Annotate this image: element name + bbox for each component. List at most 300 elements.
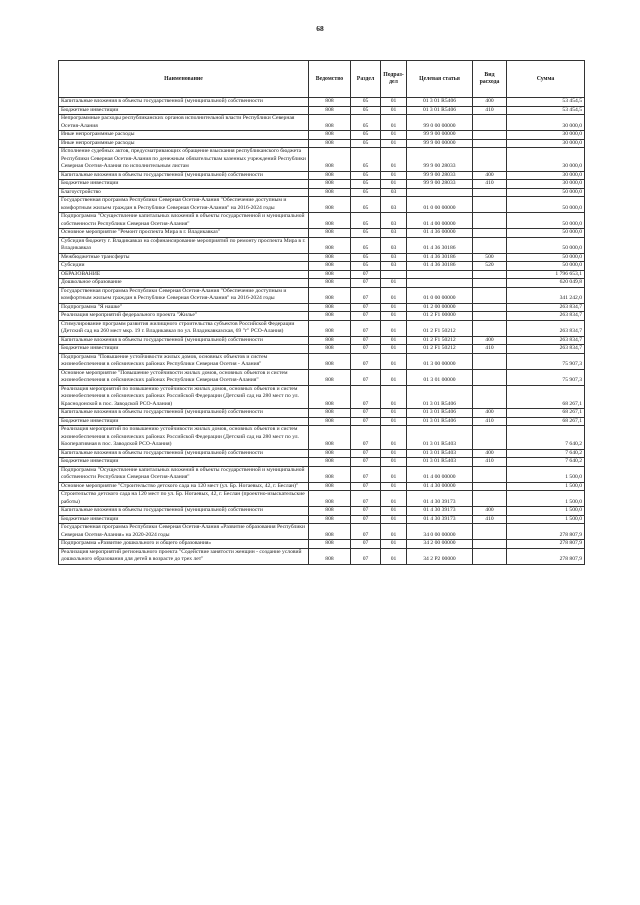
cell-section: 07 <box>351 409 381 418</box>
table-row <box>59 524 585 540</box>
table-row <box>59 417 585 426</box>
cell-target-article: 01 3 01 R5406 <box>407 385 473 409</box>
cell-target-article: 01 3 01 R5406 <box>407 106 473 115</box>
cell-department: 808 <box>309 303 351 312</box>
table-row <box>59 369 585 385</box>
cell-expense-type <box>473 540 507 549</box>
cell-target-article: 01 3 01 R5406 <box>407 417 473 426</box>
table-row <box>59 106 585 115</box>
cell-subsection: 01 <box>381 320 407 336</box>
page-number: 68 <box>316 24 324 33</box>
cell-target-article: 01 0 00 00000 <box>407 287 473 303</box>
cell-expense-type <box>473 524 507 540</box>
cell-name: Непрограммные расходы республиканских органов исполнительной власти Республики Северная Осетия-Алания <box>59 115 309 131</box>
cell-name: Капитальные вложения в объекты государственной (муниципальной) собственности <box>59 507 309 516</box>
cell-section: 07 <box>351 336 381 345</box>
cell-target-article: 01 4 30 00000 <box>407 482 473 491</box>
cell-expense-type: 410 <box>473 417 507 426</box>
cell-section: 07 <box>351 449 381 458</box>
column-header-target-article: Целевая статья <box>407 61 473 98</box>
cell-expense-type <box>473 303 507 312</box>
cell-target-article: 01 3 01 R5403 <box>407 458 473 467</box>
cell-department: 808 <box>309 98 351 107</box>
cell-amount: 1 500,0 <box>507 482 585 491</box>
cell-expense-type: 400 <box>473 336 507 345</box>
cell-target-article: 99 9 00 28033 <box>407 180 473 189</box>
cell-target-article: 01 4 30 39173 <box>407 515 473 524</box>
cell-name: Государственная программа Республики Северная Осетия-Алания "Обеспечение доступным и комфортным жильем граждан в Республике Северная Осетия-Алания" на 2016-2024 годы <box>59 197 309 213</box>
cell-subsection: 01 <box>381 312 407 321</box>
cell-subsection: 01 <box>381 417 407 426</box>
cell-expense-type <box>473 139 507 148</box>
cell-section: 05 <box>351 115 381 131</box>
cell-department: 808 <box>309 524 351 540</box>
cell-section: 05 <box>351 188 381 197</box>
cell-target-article: 01 3 01 00000 <box>407 369 473 385</box>
table-row <box>59 270 585 279</box>
cell-target-article: 34 0 00 00000 <box>407 524 473 540</box>
cell-amount: 263 834,7 <box>507 303 585 312</box>
cell-target-article: 01 2 F1 50212 <box>407 345 473 354</box>
cell-expense-type <box>473 148 507 172</box>
table-row <box>59 540 585 549</box>
budget-table <box>58 60 585 565</box>
cell-subsection: 01 <box>381 115 407 131</box>
cell-expense-type: 400 <box>473 409 507 418</box>
cell-name: Исполнение судебных актов, предусматривающих обращение взыскания республиканского бюджета Республики Северная Осетия-Алания по денежным обязательствам казенных учреждений Республики Северная Осетия-Алания по исполнительным листам <box>59 148 309 172</box>
cell-section: 07 <box>351 426 381 450</box>
cell-amount: 30 000,0 <box>507 148 585 172</box>
cell-expense-type <box>473 320 507 336</box>
cell-target-article: 01 4 00 00000 <box>407 466 473 482</box>
cell-target-article: 01 4 00 00000 <box>407 213 473 229</box>
cell-amount: 50 000,0 <box>507 229 585 238</box>
cell-department: 808 <box>309 353 351 369</box>
cell-name: ОБРАЗОВАНИЕ <box>59 270 309 279</box>
cell-amount: 68 267,1 <box>507 409 585 418</box>
cell-section: 05 <box>351 197 381 213</box>
table-row <box>59 229 585 238</box>
cell-department: 808 <box>309 115 351 131</box>
cell-name: Межбюджетные трансферты <box>59 253 309 262</box>
table-row <box>59 237 585 253</box>
cell-name: Капитальные вложения в объекты государственной (муниципальной) собственности <box>59 409 309 418</box>
cell-amount: 30 000,0 <box>507 139 585 148</box>
cell-amount: 50 000,0 <box>507 262 585 271</box>
column-header-subsection: Подраз-дел <box>381 61 407 98</box>
cell-department: 808 <box>309 180 351 189</box>
cell-amount: 50 000,0 <box>507 253 585 262</box>
cell-subsection: 01 <box>381 279 407 288</box>
cell-name: Основное мероприятие "Строительство детского сада на 120 мест (ул. Бр. Ногаевых, 42, г. Беслан)" <box>59 482 309 491</box>
cell-section: 07 <box>351 524 381 540</box>
cell-section: 05 <box>351 180 381 189</box>
cell-expense-type <box>473 385 507 409</box>
cell-section: 05 <box>351 148 381 172</box>
cell-department: 808 <box>309 131 351 140</box>
cell-department: 808 <box>309 197 351 213</box>
table-row <box>59 148 585 172</box>
cell-section: 05 <box>351 253 381 262</box>
cell-section: 05 <box>351 171 381 180</box>
cell-name: Бюджетные инвестиции <box>59 345 309 354</box>
cell-target-article: 99 9 00 00000 <box>407 139 473 148</box>
cell-department: 808 <box>309 287 351 303</box>
cell-target-article: 99 9 00 28033 <box>407 148 473 172</box>
cell-department: 808 <box>309 515 351 524</box>
table-row <box>59 320 585 336</box>
table-row <box>59 466 585 482</box>
cell-section: 05 <box>351 106 381 115</box>
cell-expense-type: 400 <box>473 98 507 107</box>
cell-expense-type: 400 <box>473 449 507 458</box>
cell-name: Государственная программа Республики Северная Осетия-Алания «Развитие образования Республики Северная Осетия-Алания» на 2020-2024 годы <box>59 524 309 540</box>
cell-target-article <box>407 188 473 197</box>
table-row <box>59 253 585 262</box>
column-header-department: Ведомство <box>309 61 351 98</box>
cell-amount: 1 796 653,1 <box>507 270 585 279</box>
cell-department: 808 <box>309 312 351 321</box>
cell-subsection: 03 <box>381 229 407 238</box>
cell-amount: 278 807,9 <box>507 524 585 540</box>
cell-amount: 1 500,0 <box>507 507 585 516</box>
cell-name: Государственная программа Республики Северная Осетия-Алания "Обеспечение доступным и комфортным жильем граждан в Республике Северная Осетия-Алания" на 2016-2024 годы <box>59 287 309 303</box>
cell-expense-type <box>473 548 507 564</box>
cell-expense-type: 520 <box>473 262 507 271</box>
table-row <box>59 139 585 148</box>
cell-amount: 263 834,7 <box>507 320 585 336</box>
cell-amount: 278 807,9 <box>507 548 585 564</box>
cell-expense-type <box>473 426 507 450</box>
cell-amount: 7 640,2 <box>507 449 585 458</box>
cell-amount: 1 500,0 <box>507 466 585 482</box>
cell-expense-type <box>473 369 507 385</box>
cell-department: 808 <box>309 426 351 450</box>
cell-target-article <box>407 270 473 279</box>
table-header-row <box>59 61 585 98</box>
cell-expense-type: 410 <box>473 345 507 354</box>
table-row <box>59 279 585 288</box>
cell-amount: 75 907,3 <box>507 353 585 369</box>
cell-department: 808 <box>309 409 351 418</box>
column-header-section: Раздел <box>351 61 381 98</box>
cell-name: Капитальные вложения в объекты государственной (муниципальной) собственности <box>59 171 309 180</box>
cell-amount: 50 000,0 <box>507 197 585 213</box>
table-row <box>59 515 585 524</box>
cell-department: 808 <box>309 213 351 229</box>
cell-name: Субсидии <box>59 262 309 271</box>
cell-section: 07 <box>351 507 381 516</box>
cell-section: 07 <box>351 548 381 564</box>
cell-name: Бюджетные инвестиции <box>59 417 309 426</box>
cell-target-article: 01 3 00 00000 <box>407 353 473 369</box>
cell-amount: 7 640,2 <box>507 426 585 450</box>
table-row <box>59 458 585 467</box>
cell-section: 07 <box>351 303 381 312</box>
cell-department: 808 <box>309 458 351 467</box>
cell-name: Реализация мероприятий федерального проекта "Жилье" <box>59 312 309 321</box>
cell-amount: 1 500,0 <box>507 515 585 524</box>
cell-expense-type: 410 <box>473 180 507 189</box>
cell-department: 808 <box>309 320 351 336</box>
cell-name: Капитальные вложения в объекты государственной (муниципальной) собственности <box>59 98 309 107</box>
cell-subsection: 01 <box>381 507 407 516</box>
cell-target-article: 01 3 01 R5403 <box>407 449 473 458</box>
cell-amount: 1 500,0 <box>507 491 585 507</box>
cell-subsection: 03 <box>381 197 407 213</box>
cell-amount: 30 000,0 <box>507 131 585 140</box>
table-row <box>59 115 585 131</box>
cell-expense-type <box>473 237 507 253</box>
cell-expense-type: 410 <box>473 106 507 115</box>
cell-subsection: 01 <box>381 303 407 312</box>
cell-expense-type <box>473 188 507 197</box>
cell-subsection: 01 <box>381 171 407 180</box>
cell-expense-type <box>473 287 507 303</box>
cell-section: 07 <box>351 353 381 369</box>
cell-subsection: 01 <box>381 515 407 524</box>
table-row <box>59 336 585 345</box>
cell-expense-type <box>473 197 507 213</box>
cell-subsection: 01 <box>381 548 407 564</box>
table-row <box>59 188 585 197</box>
cell-department: 808 <box>309 540 351 549</box>
cell-subsection: 01 <box>381 345 407 354</box>
cell-department: 808 <box>309 188 351 197</box>
cell-subsection: 01 <box>381 131 407 140</box>
cell-target-article: 01 3 01 R5406 <box>407 98 473 107</box>
cell-target-article: 01 4 36 30186 <box>407 237 473 253</box>
cell-target-article: 99 9 00 00000 <box>407 131 473 140</box>
table-row <box>59 491 585 507</box>
cell-amount: 75 907,3 <box>507 369 585 385</box>
cell-subsection: 01 <box>381 426 407 450</box>
cell-name: Подпрограмма "Осуществление капитальных вложений в объекты государственной и муниципальной собственности Республики Северная Осетия-Алания" <box>59 466 309 482</box>
cell-target-article: 01 3 01 R5406 <box>407 409 473 418</box>
cell-section: 07 <box>351 515 381 524</box>
cell-expense-type <box>473 312 507 321</box>
table-row <box>59 197 585 213</box>
cell-name: Бюджетные инвестиции <box>59 180 309 189</box>
cell-section: 05 <box>351 131 381 140</box>
cell-target-article: 99 9 00 28033 <box>407 171 473 180</box>
cell-name: Капитальные вложения в объекты государственной (муниципальной) собственности <box>59 336 309 345</box>
cell-name: Реализация мероприятий регионального проекта "Содействие занятости женщин - создание условий дошкольного образования для детей в возрасте до трех лет" <box>59 548 309 564</box>
cell-target-article: 01 4 36 30186 <box>407 253 473 262</box>
table-row <box>59 180 585 189</box>
table-row <box>59 507 585 516</box>
cell-name: Строительство детского сада на 120 мест по ул. Бр. Ногаевых, 42, г. Беслан (проектно-изыскательские работы) <box>59 491 309 507</box>
cell-expense-type <box>473 482 507 491</box>
cell-target-article: 01 3 01 R5403 <box>407 426 473 450</box>
cell-subsection: 01 <box>381 466 407 482</box>
cell-name: Иные непрограммные расходы <box>59 139 309 148</box>
cell-expense-type: 500 <box>473 253 507 262</box>
cell-expense-type: 400 <box>473 507 507 516</box>
cell-target-article: 34 2 P2 00000 <box>407 548 473 564</box>
cell-department: 808 <box>309 237 351 253</box>
cell-department: 808 <box>309 270 351 279</box>
cell-target-article <box>407 279 473 288</box>
cell-target-article: 01 2 F1 50212 <box>407 336 473 345</box>
cell-expense-type <box>473 279 507 288</box>
cell-expense-type <box>473 491 507 507</box>
cell-expense-type <box>473 131 507 140</box>
cell-amount: 278 807,9 <box>507 540 585 549</box>
cell-department: 808 <box>309 466 351 482</box>
cell-subsection: 01 <box>381 409 407 418</box>
cell-section: 07 <box>351 417 381 426</box>
cell-expense-type <box>473 353 507 369</box>
cell-section: 05 <box>351 139 381 148</box>
cell-expense-type <box>473 213 507 229</box>
cell-department: 808 <box>309 507 351 516</box>
cell-section: 05 <box>351 237 381 253</box>
cell-amount: 263 834,7 <box>507 336 585 345</box>
column-header-expense-type: Вид расхода <box>473 61 507 98</box>
cell-name: Подпрограмма "Я нашке" <box>59 303 309 312</box>
cell-amount: 263 834,7 <box>507 312 585 321</box>
cell-subsection: 01 <box>381 148 407 172</box>
cell-section: 07 <box>351 287 381 303</box>
cell-name: Подпрограмма «Развитие дошкольного и общего образования» <box>59 540 309 549</box>
cell-section: 05 <box>351 229 381 238</box>
cell-name: Реализация мероприятий по повышению устойчивости жилых домов, основных объектов и систем жизнеобеспечения в сейсмических районах Российской Федерации (Детский сад на 280 мест по ул. Краснодонской в пос. Заводской РСО-Алания) <box>59 385 309 409</box>
cell-name: Бюджетные инвестиции <box>59 106 309 115</box>
cell-target-article: 01 4 36 30186 <box>407 262 473 271</box>
cell-section: 07 <box>351 312 381 321</box>
cell-section: 07 <box>351 482 381 491</box>
cell-name: Основное мероприятие "Повышение устойчивости жилых домов, основных объектов и систем жизнеобеспечения в сейсмических районах Республики Северная Осетия-Алания" <box>59 369 309 385</box>
cell-name: Благоустройство <box>59 188 309 197</box>
cell-subsection: 01 <box>381 139 407 148</box>
cell-subsection: 03 <box>381 237 407 253</box>
column-header-name: Наименование <box>59 61 309 98</box>
cell-expense-type <box>473 115 507 131</box>
cell-name: Иные непрограммные расходы <box>59 131 309 140</box>
table-row <box>59 287 585 303</box>
cell-section: 07 <box>351 458 381 467</box>
table-row <box>59 98 585 107</box>
table-row <box>59 482 585 491</box>
cell-department: 808 <box>309 345 351 354</box>
cell-department: 808 <box>309 262 351 271</box>
cell-name: Стимулирование программ развития жилищного строительства субъектов Российской Федерации (Детский сад на 260 мест мкр. 19 г. Владикавказ по ул. Владикавказская, 69 "г" РСО-Алания) <box>59 320 309 336</box>
table-row <box>59 262 585 271</box>
table-row <box>59 449 585 458</box>
cell-amount: 30 000,0 <box>507 180 585 189</box>
cell-target-article: 01 0 00 00000 <box>407 197 473 213</box>
cell-section: 07 <box>351 540 381 549</box>
cell-name: Бюджетные инвестиции <box>59 515 309 524</box>
cell-subsection: 01 <box>381 353 407 369</box>
cell-name: Подпрограмма "Осуществление капитальных вложений в объекты государственной и муниципальной собственности Республики Северная Осетия-Алания" <box>59 213 309 229</box>
cell-expense-type <box>473 466 507 482</box>
cell-expense-type <box>473 229 507 238</box>
cell-amount: 50 000,0 <box>507 237 585 253</box>
cell-amount: 68 267,1 <box>507 417 585 426</box>
cell-name: Субсидия бюджету г. Владикавказ на софинансирование мероприятий по ремонту проспекта Мира в г. Владикавказ <box>59 237 309 253</box>
cell-department: 808 <box>309 548 351 564</box>
cell-subsection: 01 <box>381 491 407 507</box>
cell-subsection: 03 <box>381 253 407 262</box>
cell-expense-type: 410 <box>473 515 507 524</box>
cell-section: 05 <box>351 98 381 107</box>
cell-section: 07 <box>351 270 381 279</box>
table-row <box>59 353 585 369</box>
column-header-amount: Сумма <box>507 61 585 98</box>
cell-subsection: 03 <box>381 262 407 271</box>
cell-department: 808 <box>309 279 351 288</box>
cell-subsection <box>381 270 407 279</box>
cell-subsection: 03 <box>381 188 407 197</box>
table-row <box>59 312 585 321</box>
table-row <box>59 426 585 450</box>
cell-subsection: 01 <box>381 336 407 345</box>
cell-target-article: 01 4 36 00000 <box>407 229 473 238</box>
cell-section: 07 <box>351 345 381 354</box>
cell-subsection: 01 <box>381 98 407 107</box>
cell-department: 808 <box>309 139 351 148</box>
cell-amount: 50 000,0 <box>507 213 585 229</box>
cell-department: 808 <box>309 171 351 180</box>
cell-subsection: 01 <box>381 482 407 491</box>
cell-target-article: 34 2 00 00000 <box>407 540 473 549</box>
cell-subsection: 01 <box>381 458 407 467</box>
cell-target-article: 01 4 30 39173 <box>407 507 473 516</box>
table-row <box>59 548 585 564</box>
cell-expense-type: 400 <box>473 171 507 180</box>
cell-subsection: 01 <box>381 540 407 549</box>
cell-subsection: 01 <box>381 106 407 115</box>
cell-subsection: 01 <box>381 180 407 189</box>
cell-name: Основное мероприятие "Ремонт проспекта Мира в г. Владикавказ" <box>59 229 309 238</box>
table-row <box>59 345 585 354</box>
cell-department: 808 <box>309 253 351 262</box>
cell-name: Подпрограмма "Повышение устойчивости жилых домов, основных объектов и систем жизнеобеспечения в сейсмических районах Республики Северная Осетия - Алания" <box>59 353 309 369</box>
table-row <box>59 303 585 312</box>
cell-department: 808 <box>309 449 351 458</box>
cell-name: Реализация мероприятий по повышению устойчивости жилых домов, основных объектов и систем жизнеобеспечения в сейсмических районах Российской Федерации (Детский сад на 280 мест по ул. Кооперативная в пос. Заводской РСО-Алания) <box>59 426 309 450</box>
cell-amount: 53 454,5 <box>507 106 585 115</box>
cell-amount: 263 834,7 <box>507 345 585 354</box>
cell-subsection: 01 <box>381 385 407 409</box>
cell-name: Дошкольное образование <box>59 279 309 288</box>
cell-target-article: 01 4 30 39173 <box>407 491 473 507</box>
cell-department: 808 <box>309 369 351 385</box>
table-row <box>59 171 585 180</box>
cell-target-article: 01 2 F1 50212 <box>407 320 473 336</box>
cell-department: 808 <box>309 336 351 345</box>
cell-department: 808 <box>309 482 351 491</box>
cell-department: 808 <box>309 106 351 115</box>
cell-department: 808 <box>309 385 351 409</box>
cell-amount: 341 242,0 <box>507 287 585 303</box>
cell-subsection: 01 <box>381 524 407 540</box>
cell-department: 808 <box>309 491 351 507</box>
cell-name: Бюджетные инвестиции <box>59 458 309 467</box>
cell-subsection: 01 <box>381 369 407 385</box>
cell-target-article: 99 0 00 00000 <box>407 115 473 131</box>
cell-amount: 620 049,8 <box>507 279 585 288</box>
cell-amount: 7 640,2 <box>507 458 585 467</box>
cell-section: 07 <box>351 279 381 288</box>
cell-section: 07 <box>351 466 381 482</box>
table-row <box>59 131 585 140</box>
cell-department: 808 <box>309 148 351 172</box>
cell-section: 05 <box>351 262 381 271</box>
cell-amount: 68 267,1 <box>507 385 585 409</box>
